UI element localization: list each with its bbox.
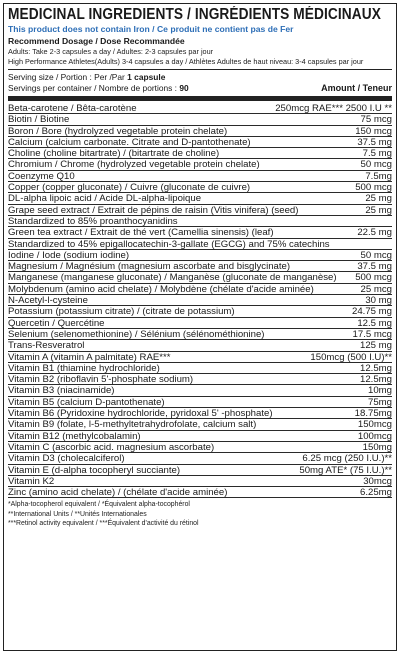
ingredient-row	[8, 216, 392, 227]
ingredient-name: Standardized to 85% proanthocyanidins	[8, 215, 178, 227]
serving-size	[8, 72, 392, 83]
servings-amount-header	[8, 83, 392, 101]
ingredient-row	[8, 431, 392, 442]
footnote: **International Units / **Unités Internationales	[8, 510, 147, 518]
ingredient-amount: 12.5mg	[360, 362, 392, 374]
divider	[8, 69, 392, 70]
ingredient-amount: 500 mcg	[355, 272, 392, 284]
ingredient-amount: 37.5 mg	[357, 136, 392, 148]
ingredient-row	[8, 261, 392, 272]
ingredient-amount: 37.5 mg	[357, 261, 392, 273]
ingredient-row	[8, 408, 392, 419]
servings-value: 90	[179, 83, 189, 93]
ingredient-amount: 6.25 mcg (250 I.U.)**	[302, 453, 392, 465]
ingredient-name: Magnesium / Magnésium (magnesium ascorbate and bisglycinate)	[8, 261, 291, 273]
ingredient-name: Copper (copper gluconate) / Cuivre (gluconate de cuivre)	[8, 182, 251, 194]
ingredient-amount: 17.5 mcg	[352, 328, 392, 340]
ingredient-row	[8, 385, 392, 396]
recommended-dosage-heading: Recommend Dosage / Dose Recommandée	[8, 36, 185, 46]
ingredient-row	[8, 250, 392, 261]
ingredient-row	[8, 205, 392, 216]
ingredient-row	[8, 182, 392, 193]
ingredient-row	[8, 159, 392, 170]
ingredient-amount: 75 mcg	[360, 114, 392, 126]
serving-size-label: Serving size / Portion : Per /Par	[8, 72, 128, 82]
ingredient-row	[8, 227, 392, 238]
ingredient-row	[8, 148, 392, 159]
ingredient-name: Vitamin B1 (thiamine hydrochloride)	[8, 362, 160, 374]
ingredient-name: Vitamin B12 (methylcobalamin)	[8, 430, 141, 442]
ingredient-name: Trans-Resveratrol	[8, 340, 85, 352]
ingredient-amount: 75mg	[368, 396, 392, 408]
iron-note: This product does not contain Iron / Ce produit ne contient pas de Fer	[8, 24, 294, 34]
ingredient-name: Vitamin A (vitamin A palmitate) RAE***	[8, 351, 171, 363]
ingredient-row	[8, 239, 392, 250]
ingredient-row	[8, 137, 392, 148]
ingredient-name: Biotin / Biotine	[8, 114, 70, 126]
ingredient-amount: 12.5 mg	[357, 317, 392, 329]
ingredient-row	[8, 171, 392, 182]
ingredient-amount: 100mcg	[357, 430, 392, 442]
ingredient-amount: 25 mg	[365, 204, 392, 216]
ingredient-name: Calcium (calcium carbonate. Citrate and D-pantothenate)	[8, 136, 251, 148]
panel-title: MEDICINAL INGREDIENTS / INGRÉDIENTS MÉDICINAUX	[8, 6, 381, 23]
ingredient-row	[8, 363, 392, 374]
adult-dosage: Adults: Take 2-3 capsules a day / Adultes: 2-3 capsules par jour	[8, 47, 214, 56]
ingredient-amount: 150 mcg	[355, 125, 392, 137]
servings-label: Servings per container / Nombre de portions :	[8, 83, 180, 93]
ingredient-row	[8, 329, 392, 340]
ingredient-amount: 50mg ATE* (75 I.U.)**	[299, 464, 392, 476]
ingredient-name: Standardized to 45% epigallocatechin-3-gallate (EGCG) and 75% catechins	[8, 238, 330, 250]
ingredient-row	[8, 272, 392, 283]
ingredient-name: Manganese (manganese gluconate) / Manganèse (gluconate de manganèse)	[8, 272, 337, 284]
ingredient-row	[8, 103, 392, 114]
athlete-dosage: High Performance Athletes(Adults) 3-4 capsules a day / Athlètes Adultes de haut niveau: 3-4 capsules par jour	[8, 57, 364, 66]
ingredient-amount: 50 mcg	[360, 249, 392, 261]
ingredient-row	[8, 306, 392, 317]
ingredient-name: Selenium (selenomethionine) / Sélénium (sélénométhionine)	[8, 328, 265, 340]
ingredient-row	[8, 295, 392, 306]
ingredient-name: N-Acetyl-l-cysteine	[8, 295, 88, 307]
ingredient-name: Vitamin K2	[8, 475, 55, 487]
ingredient-name: Vitamin B5 (calcium D-pantothenate)	[8, 396, 165, 408]
ingredient-name: Molybdenum (amino acid chelate) / Molybdène (chélate d'acide aminée)	[8, 283, 314, 295]
ingredient-amount: 30 mg	[365, 295, 392, 307]
ingredient-name: Green tea extract / Extrait de thé vert (Camellia sinensis) (leaf)	[8, 227, 274, 239]
footnotes	[8, 500, 392, 528]
ingredient-name: Iodine / Iode (sodium iodine)	[8, 249, 130, 261]
ingredient-name: Vitamin B9 (folate, l-5-methyltetrahydrofolate, calcium salt)	[8, 419, 257, 431]
ingredient-name: Potassium (potassium citrate) / (citrate de potassium)	[8, 306, 235, 318]
servings-per-container	[8, 83, 189, 94]
ingredient-name: Boron / Bore (hydrolyzed vegetable protein chelate)	[8, 125, 228, 137]
ingredient-name: Quercetin / Quercétine	[8, 317, 105, 329]
ingredient-row	[8, 114, 392, 125]
ingredient-amount: 24.75 mg	[351, 306, 392, 318]
ingredient-name: Vitamin E (d-alpha tocopheryl succiante)	[8, 464, 181, 476]
ingredient-row	[8, 442, 392, 453]
ingredient-amount: 50 mcg	[360, 159, 392, 171]
ingredient-row	[8, 318, 392, 329]
ingredient-name: Vitamin B3 (niacinamide)	[8, 385, 115, 397]
ingredient-amount: 10mg	[368, 385, 392, 397]
ingredient-name: Choline (choline bitartrate) / (bitartrate de choline)	[8, 148, 220, 160]
supplement-facts-panel	[3, 3, 397, 651]
ingredient-name: Beta-carotene / Bêta-carotène	[8, 103, 137, 114]
ingredient-amount: 30mcg	[363, 475, 392, 487]
ingredient-name: Grape seed extract / Extrait de pépins de raisin (Vitis vinifera) (seed)	[8, 204, 299, 216]
ingredient-amount: 150mcg (500 I.U)**	[310, 351, 392, 363]
ingredient-amount: 25 mcg	[360, 283, 392, 295]
ingredient-row	[8, 419, 392, 430]
ingredient-row	[8, 340, 392, 351]
ingredient-name: DL-alpha lipoic acid / Acide DL-alpha-lipoique	[8, 193, 202, 205]
ingredient-amount: 25 mg	[365, 193, 392, 205]
ingredient-row	[8, 193, 392, 204]
ingredient-name: Vitamin B6 (Pyridoxine hydrochloride, pyridoxal 5' -phosphate)	[8, 408, 273, 420]
ingredient-row	[8, 453, 392, 464]
footnote: ***Retinol activity equivalent / ***Équivalent d'activité du rétinol	[8, 519, 199, 527]
ingredient-amount: 7.5 mg	[362, 148, 392, 160]
footnote: *Alpha-tocopherol equivalent / *Équivalent alpha-tocophérol	[8, 501, 190, 509]
ingredient-row	[8, 126, 392, 137]
ingredient-amount: 150mcg	[357, 419, 392, 431]
ingredient-amount: 7.5mg	[365, 170, 392, 182]
amount-column-header: Amount / Teneur	[321, 83, 392, 93]
ingredient-name: Vitamin B2 (riboflavin 5'-phosphate sodium)	[8, 374, 194, 386]
ingredient-amount: 6.25mg	[360, 487, 392, 499]
ingredient-name: Vitamin C (ascorbic acid. magnesium ascorbate)	[8, 441, 215, 453]
ingredient-row	[8, 352, 392, 363]
ingredient-amount: 18.75mg	[354, 408, 392, 420]
ingredient-amount: 12.5mg	[360, 374, 392, 386]
ingredient-name: Vitamin D3 (cholecalciferol)	[8, 453, 125, 465]
ingredient-name: Zinc (amino acid chelate) / (chélate d'acide aminée)	[8, 487, 228, 499]
ingredient-amount: 500 mcg	[355, 182, 392, 194]
ingredient-amount: 150mg	[362, 441, 392, 453]
ingredient-row	[8, 465, 392, 476]
ingredient-amount: 22.5 mg	[357, 227, 392, 239]
ingredient-row	[8, 476, 392, 487]
ingredient-list	[8, 103, 392, 498]
ingredient-row	[8, 374, 392, 385]
ingredient-name: Coenzyme Q10	[8, 170, 75, 182]
ingredient-name: Chromium / Chrome (hydrolyzed vegetable protein chelate)	[8, 159, 260, 171]
ingredient-row	[8, 397, 392, 408]
ingredient-row	[8, 284, 392, 295]
serving-size-value: 1 capsule	[127, 72, 166, 82]
ingredient-amount: 125 mg	[360, 340, 392, 352]
ingredient-amount: 250mcg RAE*** 2500 I.U **	[275, 103, 392, 114]
ingredient-row	[8, 487, 392, 498]
